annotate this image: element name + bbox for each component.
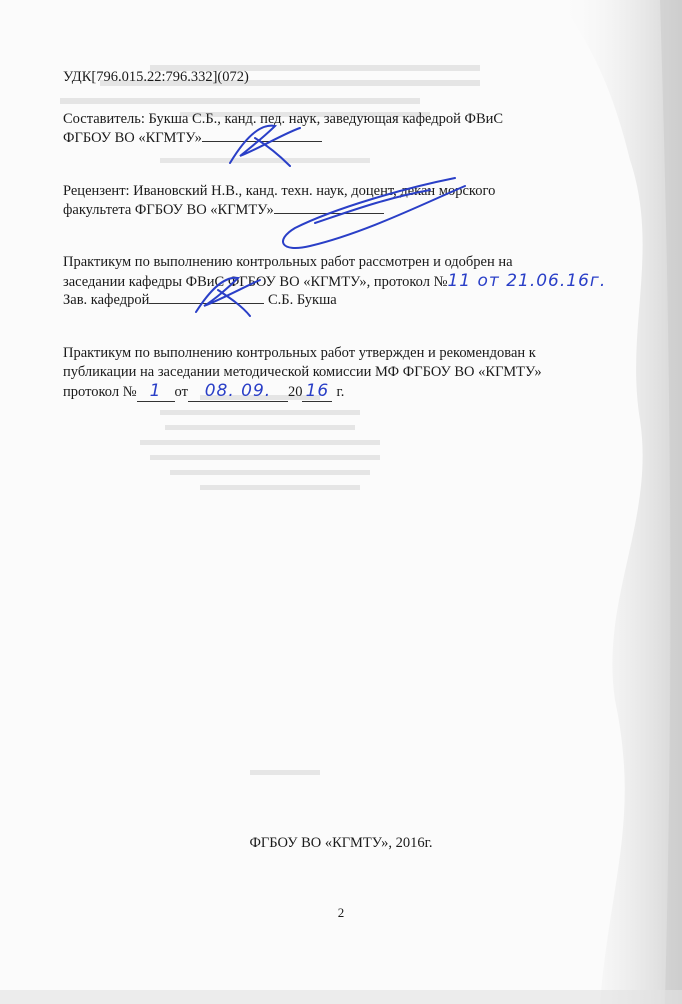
compiler-signature (220, 118, 310, 170)
compiler-line-1: Составитель: Букша С.Б., канд. пед. наук, заведующая кафедрой ФВиС (63, 111, 504, 127)
method-approval-line-1: Практикум по выполнению контрольных работ утвержден и рекомендован к (63, 345, 536, 361)
compiler-org: ФГБОУ ВО «КГМТУ» (63, 130, 202, 146)
head-of-dept-signature (188, 270, 268, 320)
dept-protocol-handwritten: 11 от 21.06.16г. (447, 271, 607, 291)
method-protocol-label: протокол № (63, 384, 137, 400)
head-of-dept-label: Зав. кафедрой (63, 292, 150, 308)
page-number: 2 (337, 905, 345, 920)
footer-publisher: ФГБОУ ВО «КГМТУ», 2016г. (249, 835, 433, 851)
reviewer-org: факультета ФГБОУ ВО «КГМТУ» (63, 202, 274, 218)
method-protocol-number: 1 (149, 381, 162, 401)
dept-approval-line-1: Практикум по выполнению контрольных работ рассмотрен и одобрен на (63, 254, 513, 270)
reviewer-signature (255, 168, 475, 260)
method-year-suffix: г. (336, 384, 345, 400)
udk-code: УДК[796.015.22:796.332](072) (63, 69, 249, 85)
method-approval-line-3 (63, 382, 344, 402)
dept-protocol-label: заседании кафедры ФВиС ФГБОУ ВО «КГМТУ», протокол № (63, 274, 448, 290)
reviewer-line-1: Рецензент: Ивановский Н.В., канд. техн. наук, доцент, декан морского (63, 183, 496, 199)
method-from-label: от (174, 384, 188, 400)
head-of-dept-name: С.Б. Букша (267, 292, 337, 308)
method-year-prefix: 20 (287, 384, 303, 400)
method-date-handwritten: 08. 09. (204, 381, 272, 401)
method-approval-line-2: публикации на заседании методической комиссии МФ ФГБОУ ВО «КГМТУ» (63, 364, 542, 380)
dept-approval-line-2 (63, 272, 606, 291)
method-year-handwritten: 16 (305, 381, 330, 401)
